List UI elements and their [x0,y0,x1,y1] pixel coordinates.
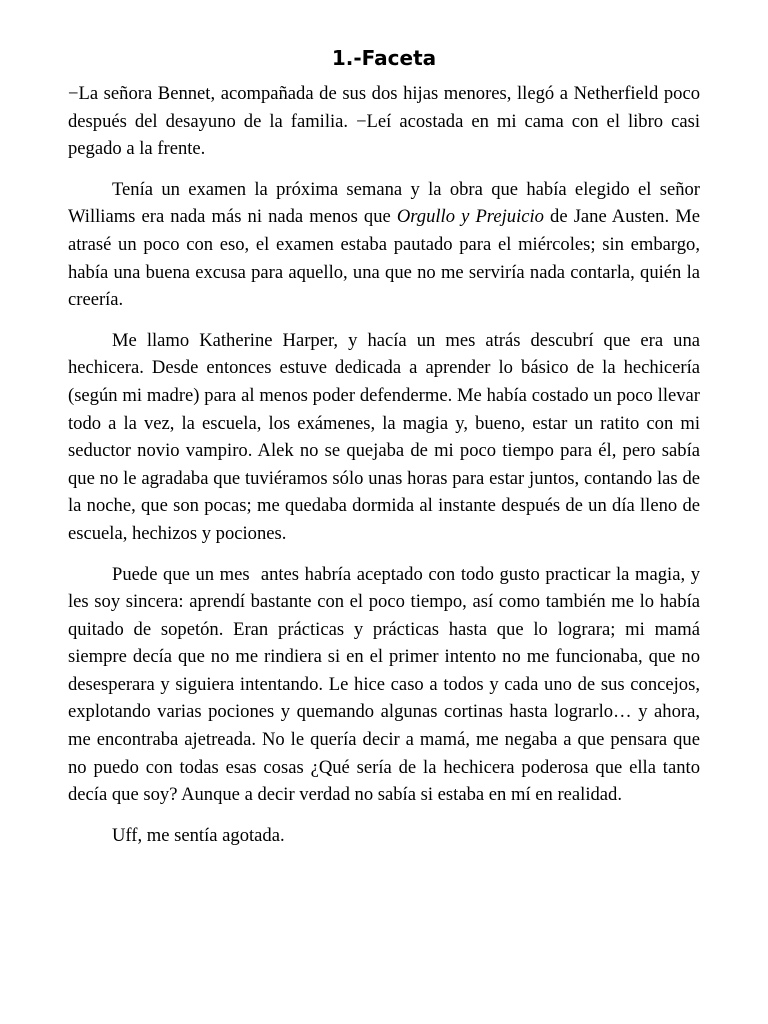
book-title-italic: Orgullo y Prejuicio [396,206,544,228]
paragraph-2-text-end: de Jane Austen. Me atrasé un poco con eso, el examen estaba pautado para el miércoles; sin embargo, había una buena excusa para aquello, una que no me serviría nada contarla, quién la creería. [68,206,700,311]
paragraph-3: Me llamo Katherine Harper, y hacía un mes atrás descubrí que era una hechicera. Desde entonces estuve dedicada a aprender lo básico de la hechicería (según mi madre) para al menos poder defenderme. Me había costado un poco llevar todo a la vez, la escuela, los exámenes, la magia y, bueno, estar un ratito con mi seductor novio vampiro. Alek no se quejaba de mi poco tiempo para él, pero sabía que no le agradaba que tuviéramos sólo unas horas para estar juntos, contando las de la noche, que son pocas; me quedaba dormida al instante después de un día lleno de escuela, hechizos y pociones. [68,329,700,544]
paragraph-5: Uff, me sentía agotada. [112,824,285,846]
chapter-title: 1.-Faceta [331,46,437,70]
paragraph-2 [68,176,700,314]
paragraph-1: −La señora Bennet, acompañada de sus dos hijas menores, llegó a Netherfield poco después del desayuno de la familia. −Leí acostada en mi cama con el libro casi pegado a la frente. [68,83,700,160]
paragraph-2-text-start: Tenía un examen la próxima semana y la obra que había elegido el señor Williams era nada más ni nada menos que [68,178,700,228]
paragraph-4: Puede que un mes antes habría aceptado con todo gusto practicar la magia, y les soy sincera: aprendí bastante con el poco tiempo, así como también me lo había quitado de sopetón. Eran prácticas y prácticas hasta que lo lograra; mi mamá siempre decía que no me rindiera si en el primer intento no me funcionaba, que no desesperara y siguiera intentando. Le hice caso a todos y cada uno de sus concejos, explotando varias pociones y quemando algunas cortinas hasta lograrlo… y ahora, me encontraba ajetreada. No le quería decir a mamá, me negaba a que pensara que no puedo con todas esas cosas ¿Qué sería de la hechicera poderosa que ella tanto decía que soy? Aunque a decir verdad no sabía si estaba en mí en realidad. [68,563,705,806]
